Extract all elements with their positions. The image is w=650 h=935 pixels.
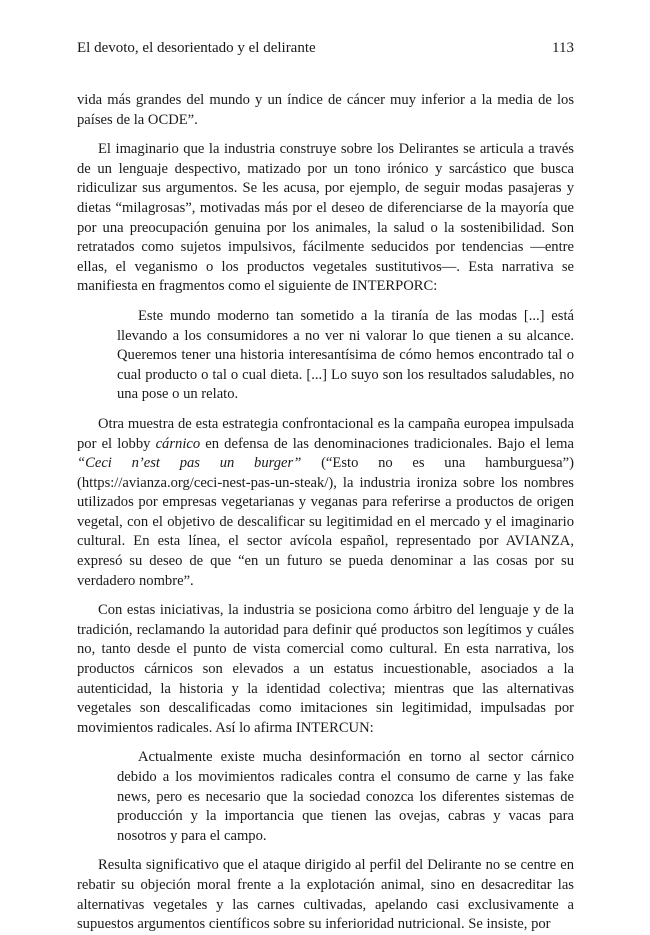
paragraph-language-arbiter: Con estas iniciativas, la industria se posiciona como árbitro del lenguaje y de la tradición, reclamando la autoridad para definir qué productos son legítimos y cuáles no, tanto desde el punto de vista comercial como cultural. En esta narrativa, los productos cárnicos son elevados a un estatus incuestionable, asociados a la autenticidad, la historia y la identidad colectiva; mientras que las alternativas vegetales son descalificadas como imitaciones sin legitimidad, impulsadas por movimientos radicales. Así lo afirma INTERCUN: [77,602,574,736]
text-run: Otra muestra de esta estrategia confrontacional es la campaña europea impulsada por el lobby [77,415,574,452]
italic-slogan: “Ceci n’est pas un burger” [77,455,302,472]
paragraph-campaign [77,415,574,591]
running-header [77,38,574,58]
running-title: El devoto, el desorientado y el delirante [77,40,316,56]
italic-term: cárnico [155,435,201,452]
block-quote-interporc: Este mundo moderno tan sometido a la tiranía de las modas [...] está llevando a los consumidores a no ver ni valorar lo que tienen a su alcance. Queremos tener una historia interesantísima de cómo hemos encontrado tal o cual producto o tal o cual dieta. [...] Lo suyo son los resultados saludables, no una pose o un relato. [117,307,574,403]
paragraph-continuation: vida más grandes del mundo y un índice de cáncer muy inferior a la media de los países de la OCDE”. [77,92,574,128]
page-body [77,91,574,935]
paragraph-attack: Resulta significativo que el ataque dirigido al perfil del Delirante no se centre en rebatir su objeción moral frente a la explotación animal, sino en desacreditar las alternativas vegetales y las carnes cultivadas, apelando casi exclusivamente a supuestos argumentos científicos sobre su inferioridad nutricional. Se insiste, por [77,857,574,933]
text-run: en defensa de las denominaciones tradicionales. Bajo el lema [200,435,574,452]
text-run: (“Esto no es una hamburguesa”) (https://avianza.org/ceci-nest-pas-un-steak/), la industria ironiza sobre los nombres utilizados por empresas vegetarianas y veganas para referirse a productos de origen vegetal, con el objetivo de descalificar su legitimidad en el mercado y el imaginario cultural. En esta línea, el sector avícola español, representado por AVIANZA, expresó su deseo de que “en un futuro se pueda denominar a las cosas por su verdadero nombre”. [77,455,574,589]
page-number: 113 [552,40,574,56]
paragraph-delirantes-imaginary: El imaginario que la industria construye sobre los Delirantes se articula a través de un lenguaje despectivo, matizado por un tono irónico y sarcástico que busca ridiculizar sus argumentos. Se les acusa, por ejemplo, de seguir modas pasajeras y dietas “milagrosas”, motivadas más por el deseo de diferenciarse de la mayoría que por una preocupación genuina por los animales, la salud o la sostenibilidad. Son retratados como sujetos impulsivos, fácilmente seducidos por tendencias —entre ellas, el veganismo o los productos vegetales sustitutivos—. Esta narrativa se manifiesta en fragmentos como el siguiente de INTERPORC: [77,141,574,295]
block-quote-intercun: Actualmente existe mucha desinformación en torno al sector cárnico debido a los movimientos radicales contra el consumo de carne y las fake news, pero es necesario que la sociedad conozca los diferentes sistemas de producción y la importancia que tienen las ovejas, cabras y vacas para nosotros y para el campo. [117,749,574,844]
